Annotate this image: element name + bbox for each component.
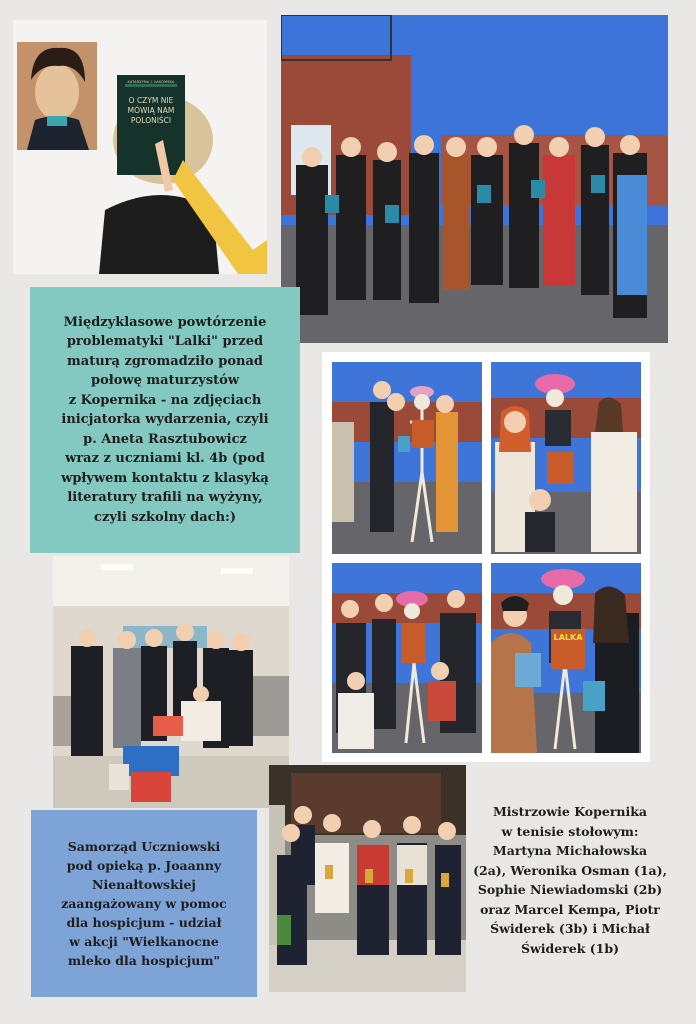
book-author: KATARZYNA J. ŁAKOMSKA [127, 80, 175, 84]
photo-rooftop-group [281, 15, 668, 343]
samorzad-caption: Samorząd Uczniowski pod opieką p. Joaanny Nienałtowskiej zaangażowany w pomoc dla hospicjum - udział w akcji "Wielkanocne mleko dla hospicjum" [61, 839, 227, 968]
photo-skeleton-3 [332, 563, 482, 753]
photo-table-tennis-champions [269, 765, 466, 992]
tenis-caption-area [472, 790, 668, 970]
lalka-book-title: LALKA [553, 633, 583, 642]
tenis-caption: Mistrzowie Kopernika w tenisie stołowym: Martyna Michałowska (2a), Weronika Osman (1a), Sophie Niewiadomski (2b) oraz Marcel Kempa, Piotr Świderek (3b) i Michał Świderek (1b) [473, 804, 667, 956]
lalka-event-caption-box [30, 287, 300, 553]
lalka-event-caption: Międzyklasowe powtórzenie problematyki "Lalki" przed maturą zgromadziło ponad połowę maturzystów z Kopernika - na zdjęciach inicjatorka wydarzenia, czyli p. Aneta Rasztubowicz wraz z uczniami kl. 4b (pod wpływem kontaktu z klasyką literatury trafili na wyżyny, czyli szkolny dach:) [61, 314, 269, 525]
photo-skeleton-2 [491, 362, 641, 554]
book-cover-text [117, 75, 185, 175]
photo-skeleton-lalka [491, 563, 641, 753]
photo-hospice-donation [53, 556, 289, 808]
photo-book-reader [13, 20, 267, 274]
book-title: O CZYM NIE MÓWIĄ NAM POLONIŚCI [127, 96, 175, 125]
photo-skeleton-1 [332, 362, 482, 554]
samorzad-caption-box [31, 810, 257, 997]
